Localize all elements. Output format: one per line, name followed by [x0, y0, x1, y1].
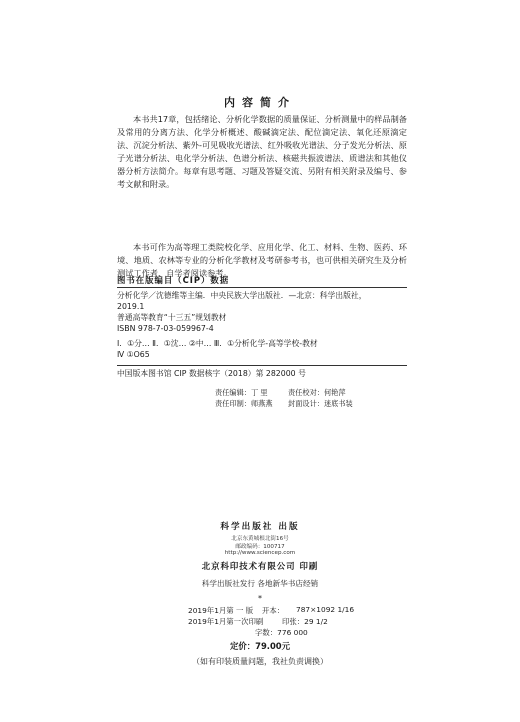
separator-star: * [258, 594, 262, 603]
cip-classification-line: Ⅳ ①O65 [117, 350, 150, 359]
cip-bottom-rule [117, 365, 407, 366]
publisher-postcode: 邮政编码：100717 [235, 544, 285, 550]
responsible-printing: 责任印制：师燕燕 [215, 399, 273, 408]
format-label: 开本： [262, 606, 285, 615]
cip-heading: 图书在版编目（CIP）数据 [117, 275, 230, 285]
publisher-name: 科学出版社 出版 [220, 522, 300, 532]
cip-record-number: 中国版本图书馆 CIP 数据核字（2018）第 282000 号 [117, 369, 306, 378]
cip-isbn-line: ISBN 978-7-03-059967-4 [117, 324, 214, 333]
cip-top-rule [117, 287, 407, 288]
summary-title: 内容简介 [224, 96, 296, 109]
cip-subject-line: Ⅰ．①分… Ⅱ．①沈… ②中… Ⅲ．①分析化学-高等学校-教材 [117, 339, 318, 348]
responsible-proofreader: 责任校对：何艳萍 [288, 388, 346, 397]
summary-paragraph-1: 本书共17章，包括绪论、分析化学数据的质量保证、分析测量中的样品制备及常用的分离方法、化学分析概述、酸碱滴定法、配位滴定法、氧化还原滴定法、沉淀分析法、紫外-可见吸收光谱法、红外吸收光谱法、分子发光分析法、原子光谱分析法、电化学分析法、色谱分析法、核磁共振波谱法、质谱法和其他仪器分析方法简介。每章有思考题、习题及答疑交流、另附有相关附录及编号、参考文献和附录。 [117, 114, 407, 189]
edition-line: 2019年1月第 一 版 [188, 606, 254, 615]
sheets-count: 印张：29 1/2 [282, 617, 328, 626]
publisher-address: 北京东黄城根北街16号 [231, 536, 289, 542]
distributor-line: 科学出版社发行 各地新华书店经销 [201, 579, 319, 588]
format-value: 787×1092 1/16 [296, 605, 355, 614]
cip-year-line: 2019.1 [117, 302, 145, 311]
responsible-editor: 责任编辑：丁 里 [215, 388, 268, 397]
cip-title-line: 分析化学／沈德维等主编．中央民族大学出版社．—北京：科学出版社， [117, 291, 367, 300]
summary-paragraph-2: 本书可作为高等理工类院校化学、应用化学、化工、材料、生物、医药、环境、地质、农林等专业的分析化学教材及考研参考书，也可供相关研究生及分析测试工作者、自学者阅读参考。 [117, 242, 407, 278]
cip-series-line: 普通高等教育“十三五”规划教材 [117, 313, 227, 322]
printer-name: 北京科印技术有限公司 印刷 [201, 561, 319, 571]
printing-line: 2019年1月第一次印刷 [188, 617, 264, 626]
publisher-website: http://www.sciencep.com [224, 550, 296, 556]
word-count: 字数：776 000 [255, 628, 308, 637]
cover-design: 封面设计：迷底书装 [288, 399, 353, 408]
price: 定价：79.00元 [230, 641, 290, 651]
quality-notice: （如有印装质量问题，我社负责调换） [192, 657, 328, 666]
